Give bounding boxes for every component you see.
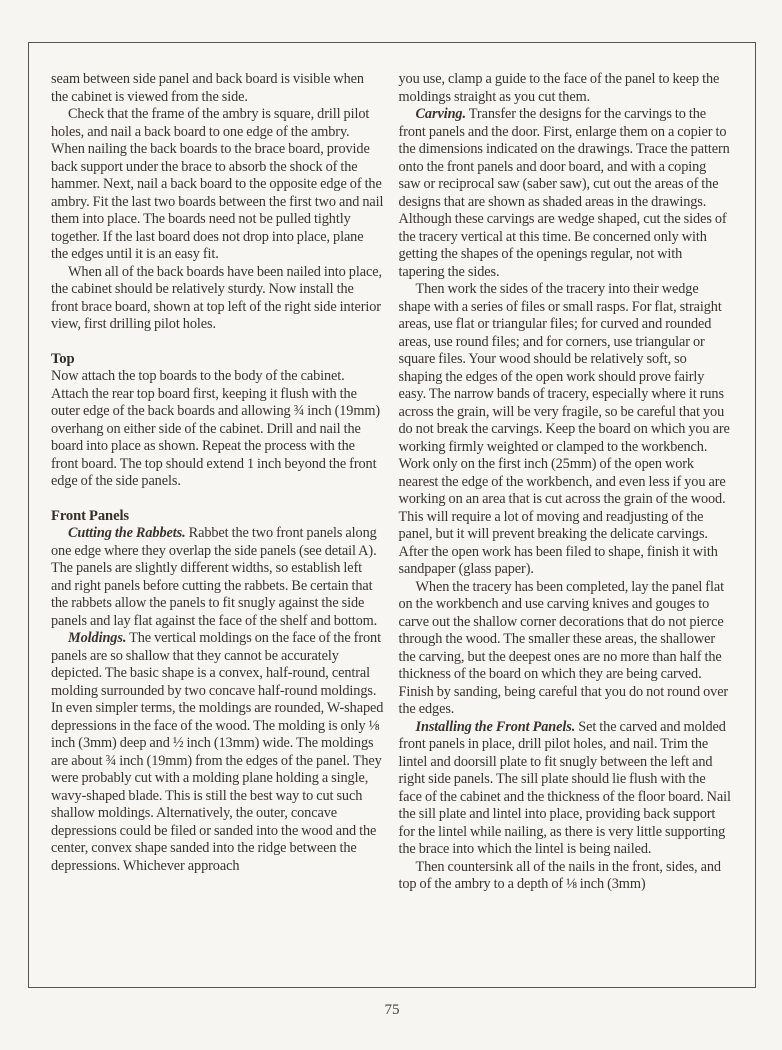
run-in-heading: Carving.	[415, 106, 466, 122]
content-frame	[28, 42, 756, 988]
run-in-heading: Cutting the Rabbets.	[68, 525, 186, 541]
right-column	[399, 71, 732, 894]
page-number: 75	[384, 1002, 400, 1018]
paragraph-text: The vertical moldings on the face of the front panels are so shallow that they cannot be accurately depicted. The basic shape is a convex, half-round, central molding surrounded by two concave half-round moldings. In even simpler terms, the moldings are rounded, W-shaped depressions in the face of the wood. The molding is only ⅛ inch (3mm) deep and ½ inch (13mm) wide. The moldings are about ¾ inch (19mm) from the edges of the panel. They were probably cut with a molding plane holding a single, wavy-shaped blade. This is still the best way to cut such shallow moldings. Alternatively, the outer, concave depressions could be filed or sanded into the wood and the center, convex shape sanded into the ridge between the depressions. Whichever approach	[51, 630, 384, 874]
section-heading: Top	[51, 350, 75, 367]
paragraph: When the tracery has been completed, lay the panel flat on the workbench and use carving knives and gouges to carve out the shallow corner decorations that do not pierce through the wood. The smaller these areas, the shallower the carving, but the deepest ones are no more than half the thickness of the board on which they are being carved. Finish by sanding, being careful that you do not round over the edges.	[398, 578, 729, 717]
section-heading: Front Panels	[51, 507, 129, 524]
paragraph	[399, 719, 732, 859]
run-in-heading: Moldings.	[68, 630, 127, 646]
paragraph-text: Rabbet the two front panels along one edge where they overlap the side panels (see detail A). The panels are slightly different widths, so establish left and right panels before cutting the rabbets. Be certain that the rabbets allow the panels to fit snugly against the side panels and lay flat against the face of the shelf and bottom.	[51, 525, 378, 629]
text-columns	[29, 43, 755, 894]
paragraph: Then countersink all of the nails in the front, sides, and top of the ambry to a depth of ⅛ inch (3mm)	[398, 858, 721, 892]
paragraph-text: Transfer the designs for the carvings to the front panels and the door. First, enlarge them on a copier to the dimensions indicated on the drawings. Trace the pattern onto the front panels and door board, and with a coping saw or reciprocal saw (saber saw), cut out the areas of the designs that are shown as shaded areas in the drawings. Although these carvings are wedge shaped, cut the sides of the tracery vertical at this time. Be concerned only with getting the shapes of the openings regular, not with tapering the sides.	[398, 106, 730, 280]
paragraph	[399, 106, 732, 281]
paragraph: When all of the back boards have been nailed into place, the cabinet should be relatively sturdy. Now install the front brace board, shown at top left of the right side interior view, first drilling pilot holes.	[51, 263, 382, 332]
paragraph	[51, 630, 384, 875]
paragraph: seam between side panel and back board is visible when the cabinet is viewed from the side.	[51, 71, 364, 105]
left-column	[51, 71, 384, 894]
paragraph	[51, 525, 384, 630]
paragraph: Now attach the top boards to the body of the cabinet. Attach the rear top board first, keeping it flush with the outer edge of the back boards and allowing ¾ inch (19mm) overhang on either side of the cabinet. Drill and nail the board into place as shown. Repeat the process with the front board. The top should extend 1 inch beyond the front edge of the side panels.	[51, 368, 381, 489]
paragraph-text: Set the carved and molded front panels in place, drill pilot holes, and nail. Trim the lintel and doorsill plate to fit snugly between the left and right side panels. The sill plate should lie flush with the face of the cabinet and the thickness of the floor board. Nail the sill plate and lintel into place, providing back support for the lintel while nailing, as there is very little supporting the brace into which the lintel is being nailed.	[398, 718, 731, 857]
paragraph: you use, clamp a guide to the face of the panel to keep the moldings straight as you cut them.	[398, 71, 720, 105]
paragraph: Then work the sides of the tracery into their wedge shape with a series of files or small rasps. For flat, straight areas, use flat or triangular files; for curved and rounded areas, use round files; and for corners, use triangular or square files. Your wood should be relatively soft, so shaping the edges of the open work should prove fairly easy. The narrow bands of tracery, especially where it runs across the grain, will be very fragile, so be careful that you do not break the carvings. Keep the board on which you are working firmly weighted or clamped to the workbench. Work only on the first inch (25mm) of the open work nearest the edge of the workbench, and even less if you are working on an area that is cut across the grain of the wood. This will require a lot of moving and readjusting of the panel, but it will prevent breaking the delicate carvings. After the open work has been filed to shape, finish it with sandpaper (glass paper).	[398, 281, 730, 577]
paragraph: Check that the frame of the ambry is square, drill pilot holes, and nail a back board to one edge of the ambry. When nailing the back boards to the brace board, provide back support under the brace to absorb the shock of the hammer. Next, nail a back board to the opposite edge of the ambry. Fit the last two boards between the first two and nail them into place. The boards need not be pulled tightly together. If the last board does not drop into place, plane the edges until it is an easy fit.	[51, 106, 384, 262]
run-in-heading: Installing the Front Panels.	[415, 718, 576, 735]
